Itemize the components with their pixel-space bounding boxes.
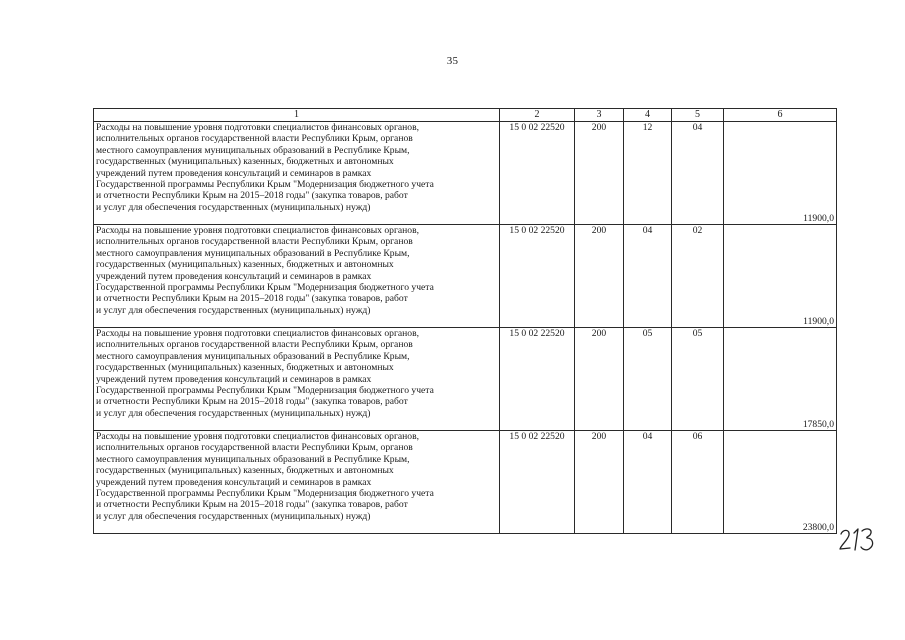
header-cell: 4 <box>624 109 672 122</box>
handwritten-page-number-signature <box>838 526 878 552</box>
table-row <box>94 431 837 534</box>
table-header-row <box>94 109 837 122</box>
row-sum: 11900,0 <box>724 225 837 328</box>
row-target-article-code: 15 0 02 22520 <box>500 328 575 431</box>
header-cell: 2 <box>500 109 575 122</box>
page-number: 35 <box>446 55 459 67</box>
row-sum: 23800,0 <box>724 431 837 534</box>
row-sum: 17850,0 <box>724 328 837 431</box>
row-subsection: 04 <box>672 122 724 225</box>
row-section: 04 <box>624 225 672 328</box>
header-cell: 5 <box>672 109 724 122</box>
table-row <box>94 328 837 431</box>
row-target-article-code: 15 0 02 22520 <box>500 122 575 225</box>
budget-table <box>93 108 837 534</box>
row-description: Расходы на повышение уровня подготовки специалистов финансовых органов, исполнительных органов государственной власти Республики Крым, органов местного самоуправления муниципальных образований в Республике Крым, государственных (муниципальных) казенных, бюджетных и автономных учреждений путем проведения консультаций и семинаров в рамках Государственной программы Республики Крым "Модернизация бюджетного учета и отчетности Республики Крым на 2015–2018 годы" (закупка товаров, работ и услуг для обеспечения государственных (муниципальных) нужд) <box>94 225 500 328</box>
row-sum: 11900,0 <box>724 122 837 225</box>
row-subsection: 02 <box>672 225 724 328</box>
row-subsection: 05 <box>672 328 724 431</box>
row-description: Расходы на повышение уровня подготовки специалистов финансовых органов, исполнительных органов государственной власти Республики Крым, органов местного самоуправления муниципальных образований в Республике Крым, государственных (муниципальных) казенных, бюджетных и автономных учреждений путем проведения консультаций и семинаров в рамках Государственной программы Республики Крым "Модернизация бюджетного учета и отчетности Республики Крым на 2015–2018 годы" (закупка товаров, работ и услуг для обеспечения государственных (муниципальных) нужд) <box>94 122 500 225</box>
row-subsection: 06 <box>672 431 724 534</box>
row-expense-type: 200 <box>575 431 624 534</box>
row-target-article-code: 15 0 02 22520 <box>500 431 575 534</box>
row-section: 04 <box>624 431 672 534</box>
row-section: 05 <box>624 328 672 431</box>
table-row <box>94 122 837 225</box>
row-description: Расходы на повышение уровня подготовки специалистов финансовых органов, исполнительных органов государственной власти Республики Крым, органов местного самоуправления муниципальных образований в Республике Крым, государственных (муниципальных) казенных, бюджетных и автономных учреждений путем проведения консультаций и семинаров в рамках Государственной программы Республики Крым "Модернизация бюджетного учета и отчетности Республики Крым на 2015–2018 годы" (закупка товаров, работ и услуг для обеспечения государственных (муниципальных) нужд) <box>94 328 500 431</box>
table-row <box>94 225 837 328</box>
row-expense-type: 200 <box>575 225 624 328</box>
row-section: 12 <box>624 122 672 225</box>
header-cell: 6 <box>724 109 837 122</box>
row-target-article-code: 15 0 02 22520 <box>500 225 575 328</box>
header-cell: 3 <box>575 109 624 122</box>
row-description: Расходы на повышение уровня подготовки специалистов финансовых органов, исполнительных органов государственной власти Республики Крым, органов местного самоуправления муниципальных образований в Республике Крым, государственных (муниципальных) казенных, бюджетных и автономных учреждений путем проведения консультаций и семинаров в рамках Государственной программы Республики Крым "Модернизация бюджетного учета и отчетности Республики Крым на 2015–2018 годы" (закупка товаров, работ и услуг для обеспечения государственных (муниципальных) нужд) <box>94 431 500 534</box>
row-expense-type: 200 <box>575 328 624 431</box>
header-cell: 1 <box>94 109 500 122</box>
row-expense-type: 200 <box>575 122 624 225</box>
